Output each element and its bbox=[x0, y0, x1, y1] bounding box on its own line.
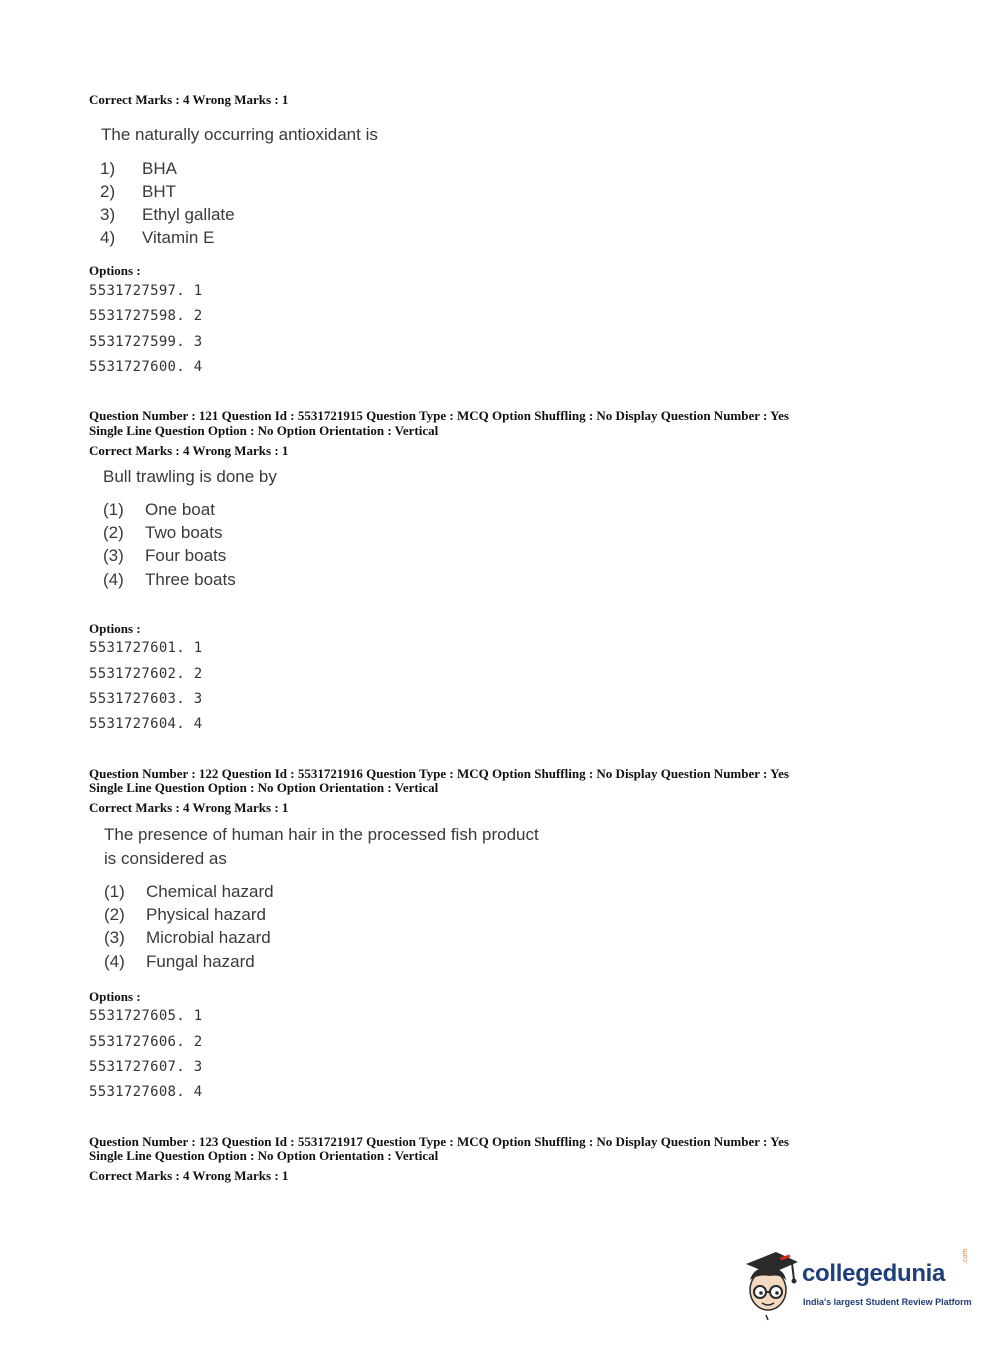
q122-option-id-4: 5531727608. 4 bbox=[89, 1084, 203, 1100]
q122-choice-1 bbox=[104, 880, 274, 903]
choice-number: 3) bbox=[100, 205, 116, 224]
q122-option-id-1: 5531727605. 1 bbox=[89, 1008, 203, 1024]
choice-text: Fungal hazard bbox=[146, 952, 255, 971]
choice-text: Physical hazard bbox=[146, 905, 267, 924]
q121-choice-3 bbox=[103, 544, 226, 567]
q123-header-line1: Question Number : 123 Question Id : 5531721917 Question Type : MCQ Option Shuffling : No Display Question Number : Yes bbox=[89, 1134, 789, 1149]
choice-text: Four boats bbox=[145, 546, 227, 565]
choice-text: Vitamin E bbox=[142, 228, 215, 247]
logo-tagline: India's largest Student Review Platform bbox=[803, 1297, 972, 1307]
logo-wordmark: collegedunia bbox=[802, 1260, 946, 1287]
q121-options-label: Options : bbox=[89, 621, 141, 636]
q120-option-id-4: 5531727600. 4 bbox=[89, 359, 203, 375]
q122-choice-4 bbox=[104, 950, 255, 973]
choice-number: 2) bbox=[100, 182, 116, 201]
q121-question-text: Bull trawling is done by bbox=[103, 467, 277, 486]
choice-text: BHA bbox=[142, 159, 177, 178]
q122-choice-3 bbox=[104, 926, 271, 949]
q120-choice-1 bbox=[100, 157, 177, 180]
q122-option-id-2: 5531727606. 2 bbox=[89, 1034, 203, 1050]
collegedunia-logo bbox=[740, 1246, 980, 1322]
q122-options-label: Options : bbox=[89, 989, 141, 1004]
choice-text: Chemical hazard bbox=[146, 882, 274, 901]
choice-text: One boat bbox=[145, 500, 215, 519]
choice-number: (3) bbox=[103, 546, 124, 565]
q122-header-line2: Single Line Question Option : No Option Orientation : Vertical bbox=[89, 780, 439, 795]
logo-suffix: .com bbox=[962, 1248, 969, 1264]
choice-text: Microbial hazard bbox=[146, 928, 271, 947]
q120-choice-2 bbox=[100, 180, 176, 203]
q120-choice-4 bbox=[100, 226, 214, 249]
q123-marks: Correct Marks : 4 Wrong Marks : 1 bbox=[89, 1168, 289, 1183]
q120-option-id-1: 5531727597. 1 bbox=[89, 283, 203, 299]
choice-number: (2) bbox=[103, 523, 124, 542]
q120-marks: Correct Marks : 4 Wrong Marks : 1 bbox=[89, 92, 289, 107]
q122-header-line1: Question Number : 122 Question Id : 5531721916 Question Type : MCQ Option Shuffling : No Display Question Number : Yes bbox=[89, 766, 789, 781]
q121-option-id-1: 5531727601. 1 bbox=[89, 640, 203, 656]
q122-choice-2 bbox=[104, 903, 266, 926]
choice-number: (2) bbox=[104, 905, 125, 924]
q121-choice-1 bbox=[103, 498, 215, 521]
q122-question-line2: is considered as bbox=[104, 849, 227, 868]
choice-text: Two boats bbox=[145, 523, 223, 542]
q121-option-id-2: 5531727602. 2 bbox=[89, 666, 203, 682]
q121-header-line1: Question Number : 121 Question Id : 5531721915 Question Type : MCQ Option Shuffling : No Display Question Number : Yes bbox=[89, 408, 789, 423]
choice-number: 4) bbox=[100, 228, 116, 247]
q121-choice-4 bbox=[103, 568, 236, 591]
q122-question-line1: The presence of human hair in the processed fish product bbox=[104, 825, 539, 844]
choice-number: 1) bbox=[100, 159, 116, 178]
choice-text: BHT bbox=[142, 182, 176, 201]
q120-choice-3 bbox=[100, 203, 235, 226]
q120-option-id-3: 5531727599. 3 bbox=[89, 334, 203, 350]
q120-options-label: Options : bbox=[89, 263, 141, 278]
q122-option-id-3: 5531727607. 3 bbox=[89, 1059, 203, 1075]
mascot-icon bbox=[740, 1246, 800, 1322]
q121-option-id-4: 5531727604. 4 bbox=[89, 716, 203, 732]
q121-marks: Correct Marks : 4 Wrong Marks : 1 bbox=[89, 443, 289, 458]
choice-number: (3) bbox=[104, 928, 125, 947]
choice-number: (4) bbox=[104, 952, 125, 971]
q121-header-line2: Single Line Question Option : No Option Orientation : Vertical bbox=[89, 423, 439, 438]
q122-marks: Correct Marks : 4 Wrong Marks : 1 bbox=[89, 800, 289, 815]
choice-text: Ethyl gallate bbox=[142, 205, 235, 224]
q123-header-line2: Single Line Question Option : No Option Orientation : Vertical bbox=[89, 1148, 439, 1163]
choice-text: Three boats bbox=[145, 570, 236, 589]
q121-choice-2 bbox=[103, 521, 223, 544]
q121-option-id-3: 5531727603. 3 bbox=[89, 691, 203, 707]
choice-number: (1) bbox=[103, 500, 124, 519]
q120-question-text: The naturally occurring antioxidant is bbox=[101, 125, 378, 144]
q120-option-id-2: 5531727598. 2 bbox=[89, 308, 203, 324]
choice-number: (4) bbox=[103, 570, 124, 589]
choice-number: (1) bbox=[104, 882, 125, 901]
